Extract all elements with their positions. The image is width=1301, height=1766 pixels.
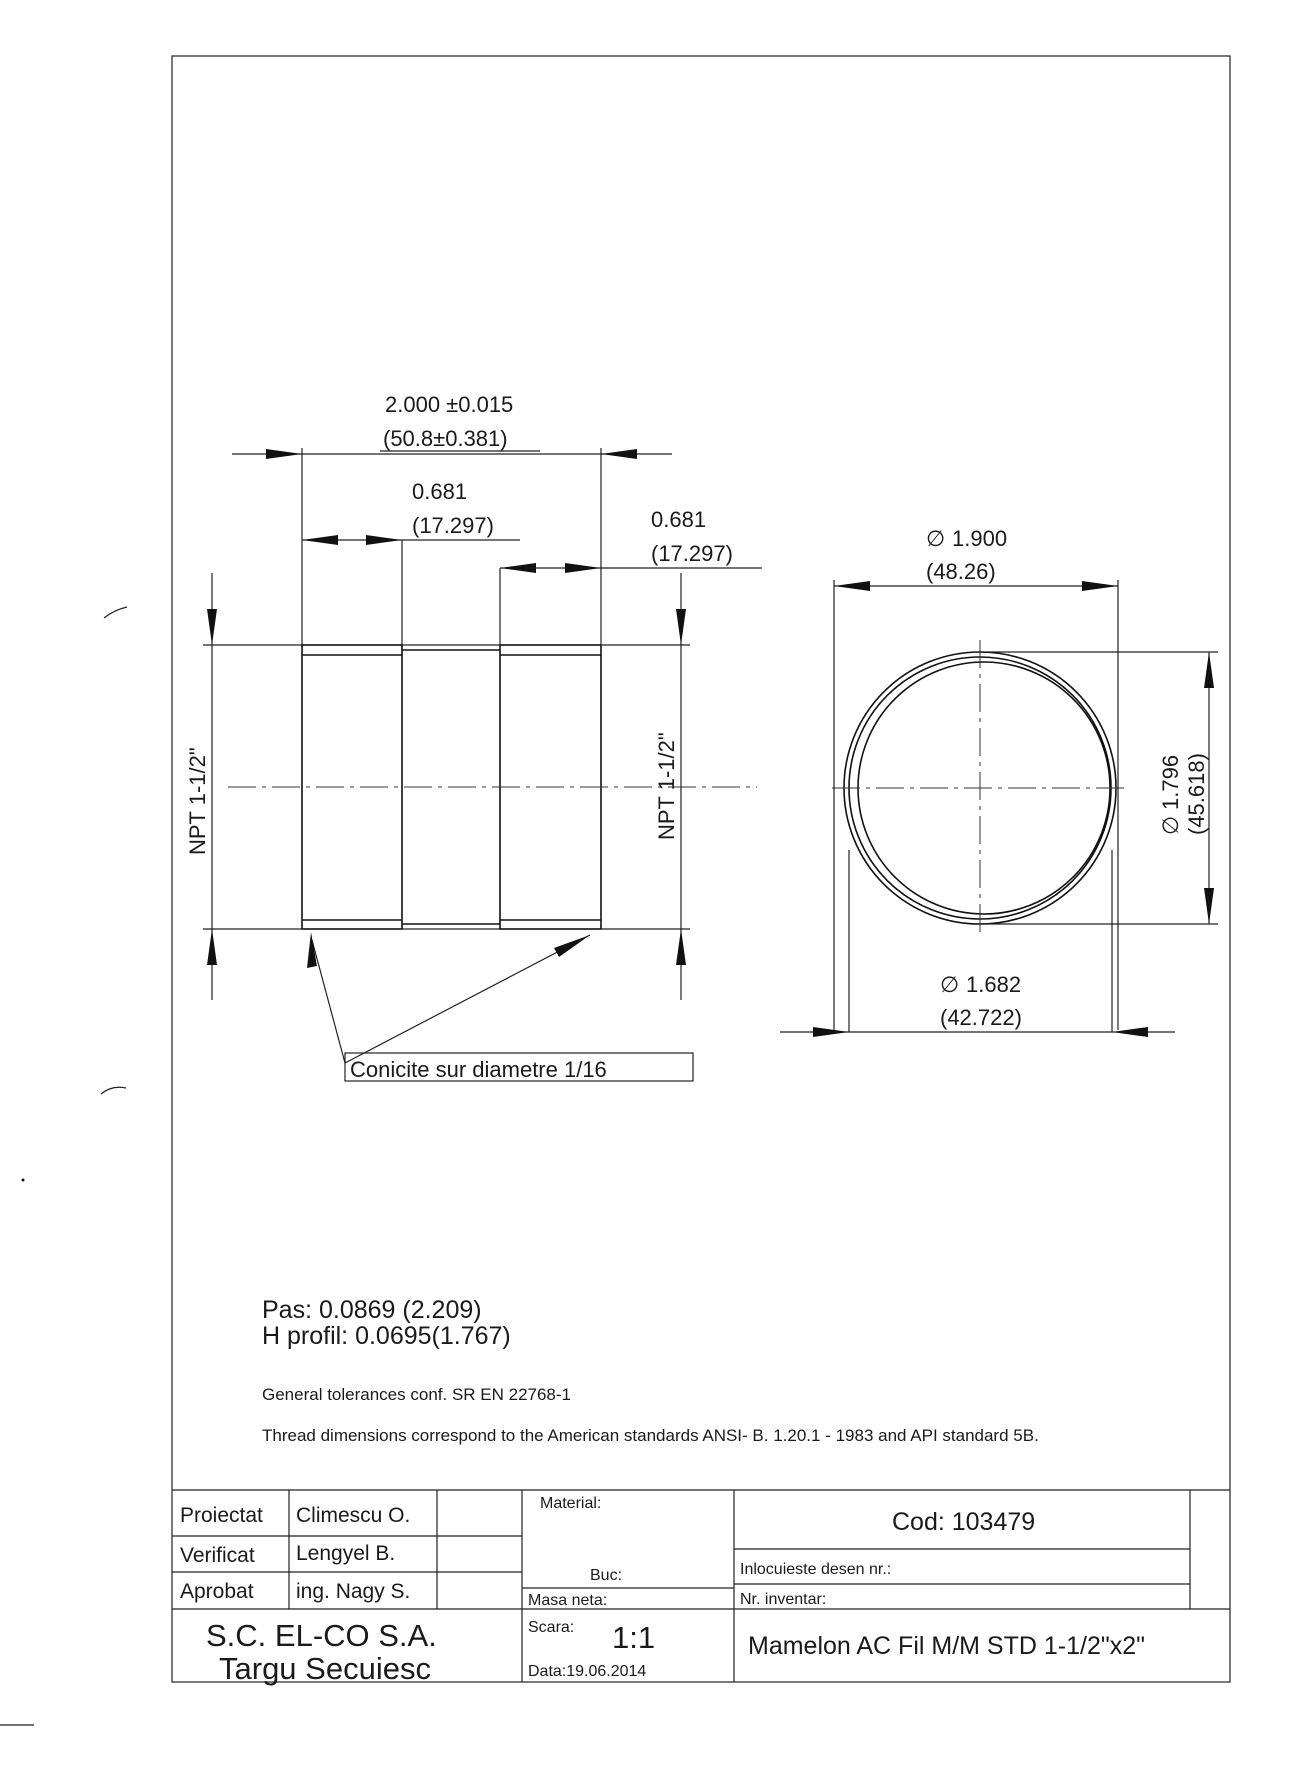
masa-label: Masa neta: — [528, 1592, 608, 1609]
dim-arrow — [676, 609, 686, 645]
dim-arrow — [266, 449, 302, 459]
thread-diameter-dim: 1.796 — [1158, 754, 1183, 810]
dim-arrow — [1082, 581, 1118, 591]
dim-arrow — [676, 929, 686, 965]
side-view — [185, 392, 762, 1082]
scan-mark — [22, 1179, 25, 1182]
leader-arrow — [307, 932, 317, 968]
left-thread-length-dim-mm: (17.297) — [412, 513, 494, 538]
title-block — [172, 1490, 1230, 1686]
left-thread-length-dim: 0.681 — [412, 479, 468, 504]
material-label: Material: — [540, 1495, 602, 1512]
dim-arrow — [500, 563, 536, 573]
dim-arrow — [302, 535, 338, 545]
inventory-label: Nr. inventar: — [740, 1591, 827, 1608]
dim-arrow — [207, 609, 217, 645]
dim-arrow — [1204, 888, 1214, 924]
part-code: Cod: 103479 — [892, 1508, 1036, 1536]
profile-note: H profil: 0.0695(1.767) — [262, 1322, 511, 1350]
replaces-label: Inlocuieste desen nr.: — [740, 1561, 892, 1578]
taper-callout: Conicite sur diametre 1/16 — [350, 1057, 607, 1082]
inner-diameter-dim-mm: (42.722) — [940, 1005, 1022, 1030]
company-name: S.C. EL-CO S.A. — [206, 1618, 437, 1653]
scara-value: 1:1 — [612, 1620, 656, 1655]
inner-diameter-symbol: ∅ — [940, 972, 960, 997]
dim-arrow — [813, 1027, 849, 1037]
outer-diameter-dim: 1.900 — [952, 526, 1008, 551]
scara-label: Scara: — [528, 1619, 575, 1636]
role-aprobat: Aprobat — [180, 1580, 254, 1603]
end-view — [780, 526, 1218, 1037]
dim-arrow — [565, 563, 601, 573]
dim-arrow — [1204, 652, 1214, 688]
inner-diameter-dim: 1.682 — [966, 972, 1022, 997]
dim-arrow — [834, 581, 870, 591]
drawing-date: Data:19.06.2014 — [528, 1663, 647, 1680]
scan-mark — [104, 607, 127, 618]
name-verificat: Lengyel B. — [296, 1542, 396, 1565]
thread-diameter-symbol: ∅ — [1158, 815, 1183, 835]
right-thread-length-dim: 0.681 — [651, 507, 707, 532]
right-thread-length-dim-mm: (17.297) — [651, 541, 733, 566]
npt-right-label: NPT 1-1/2" — [654, 732, 679, 840]
company-city: Targu Secuiesc — [219, 1651, 431, 1686]
scan-mark — [101, 1087, 126, 1094]
overall-length-dim: 2.000 ±0.015 — [385, 392, 514, 417]
overall-length-dim-mm: (50.8±0.381) — [383, 426, 508, 451]
thread-diameter-dim-mm: (45.618) — [1184, 753, 1209, 835]
name-aprobat: ing. Nagy S. — [296, 1580, 411, 1603]
outer-diameter-dim-mm: (48.26) — [926, 559, 996, 584]
thread-standard-note: Thread dimensions correspond to the American standards ANSI- B. 1.20.1 - 1983 and API standard 5B. — [262, 1426, 1039, 1445]
dim-arrow — [601, 449, 637, 459]
drawing-title: Mamelon AC Fil M/M STD 1-1/2"x2" — [748, 1632, 1146, 1660]
npt-left-label: NPT 1-1/2" — [185, 747, 210, 855]
outer-diameter-symbol: ∅ — [926, 526, 946, 551]
name-proiectat: Climescu O. — [296, 1504, 411, 1527]
notes — [262, 1296, 1039, 1445]
buc-label: Buc: — [590, 1567, 623, 1584]
dim-arrow — [366, 535, 402, 545]
tolerance-note: General tolerances conf. SR EN 22768-1 — [262, 1385, 572, 1404]
role-proiectat: Proiectat — [180, 1504, 263, 1527]
role-verificat: Verificat — [180, 1544, 255, 1567]
leader-arrow — [554, 935, 590, 957]
dim-arrow — [207, 929, 217, 965]
pitch-note: Pas: 0.0869 (2.209) — [262, 1296, 482, 1324]
